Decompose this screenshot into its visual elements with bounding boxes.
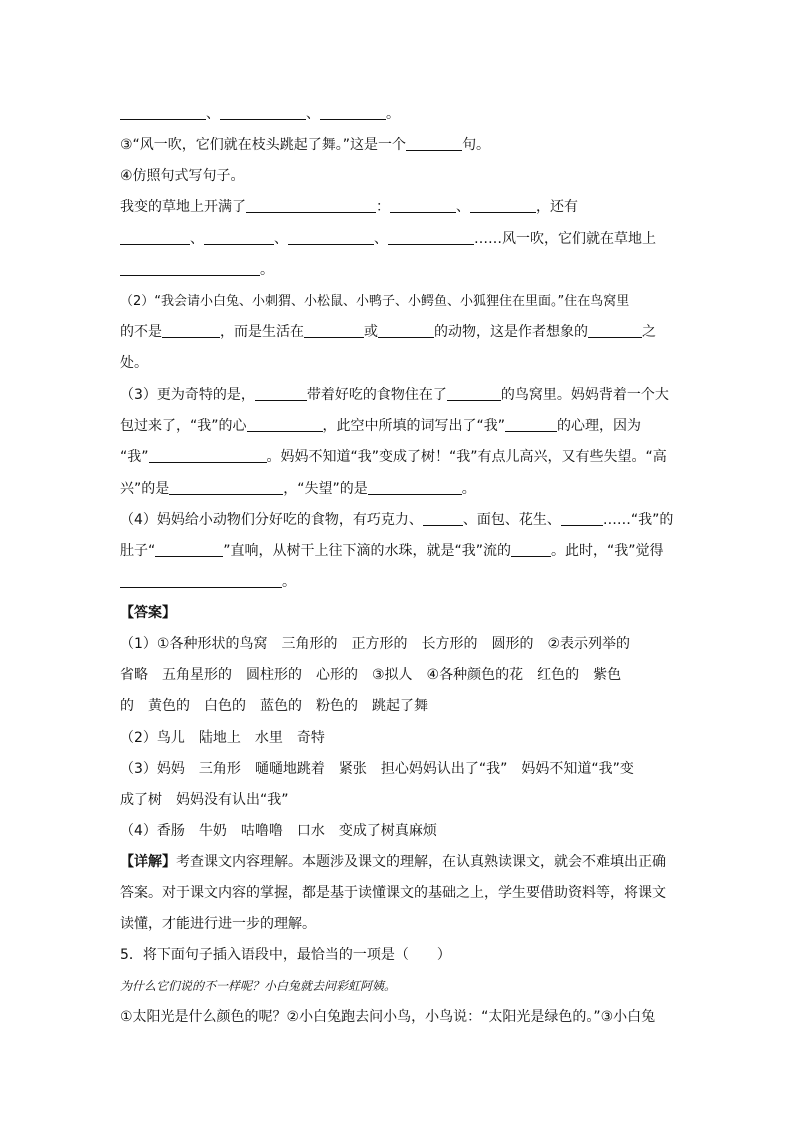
answer-blank[interactable]: [511, 542, 551, 557]
question-line: 我变的草地上开满了 ： 、 ，还有: [120, 199, 578, 215]
answer-line: （2）鸟儿 陆地上 水里 奇特: [120, 730, 325, 746]
answer-blank[interactable]: [378, 323, 434, 338]
question-line: ④仿照句式写句子。: [120, 168, 245, 184]
answer-blank[interactable]: [470, 198, 536, 213]
question-line: （2）“我会请小白兔、小刺猬、小松鼠、小鸭子、小鳄鱼、小狐狸住在里面。”住在鸟窝里: [120, 294, 630, 309]
answer-blank[interactable]: [406, 136, 462, 151]
answer-blank[interactable]: [320, 105, 386, 120]
question-line: 、 、 、 ……风一吹，它们就在草地上: [120, 229, 656, 249]
answer-line: （3）妈妈 三角形 嗵嗵地跳着 紧张 担心妈妈认出了“我” 妈妈不知道“我”变: [120, 761, 634, 777]
answer-blank[interactable]: [155, 542, 223, 557]
question-line: ③“风一吹，它们就在枝头跳起了舞。”这是一个 句。: [120, 137, 491, 153]
question-5-body: ①太阳光是什么颜色的呢？②小白兔跑去问小鸟，小鸟说：“太阳光是绿色的。”③小白兔: [120, 1009, 656, 1025]
question-line: （4）妈妈给小动物们分好吃的食物，有巧克力、 、面包、花生、 ……“我”的: [120, 512, 674, 528]
answer-blank[interactable]: [246, 198, 376, 213]
question-line: “我” 。妈妈不知道“我”变成了树！“我”有点儿高兴，又有些失望。“高: [120, 449, 667, 465]
answer-blank[interactable]: [505, 417, 557, 432]
question-5-sentence: 为什么它们说的不一样呢？小白兔就去问彩虹阿姨。: [120, 979, 397, 993]
answer-blank[interactable]: [304, 323, 364, 338]
answer-blank[interactable]: [390, 198, 456, 213]
answer-blank[interactable]: [423, 511, 463, 526]
answer-blank[interactable]: [120, 105, 206, 120]
answer-line: （4）香肠 牛奶 咕噜噜 口水 变成了树真麻烦: [120, 823, 437, 839]
answer-line: 的 黄色的 白色的 蓝色的 粉色的 跳起了舞: [120, 698, 428, 714]
answer-blank[interactable]: [220, 105, 306, 120]
question-line: 的不是 ，而是生活在 或 的动物，这是作者想象的 之: [120, 324, 656, 340]
answer-blank[interactable]: [162, 323, 220, 338]
answer-blank[interactable]: [120, 261, 260, 276]
detail-line: 【详解】考查课文内容理解。本题涉及课文的理解，在认真熟读课文，就会不难填出正确: [120, 854, 666, 870]
answer-blank[interactable]: [447, 386, 501, 401]
question-line: 肚子“ ”直响，从树干上往下滴的水珠，就是“我”流的 。此时，“我”觉得: [120, 543, 664, 559]
answer-line: （1）①各种形状的鸟窝 三角形的 正方形的 长方形的 圆形的 ②表示列举的: [120, 636, 631, 652]
question-line: （3）更为奇特的是， 带着好吃的食物住在了 的鸟窝里。妈妈背着一个大: [120, 387, 669, 403]
answer-blank[interactable]: [120, 573, 282, 588]
answer-blank[interactable]: [368, 480, 462, 495]
detail-label: 【详解】: [120, 854, 176, 870]
answer-blank[interactable]: [149, 448, 267, 463]
fill-line-1: 、 、 。: [120, 104, 400, 124]
question-line: 包过来了，“我”的心 ，此空中所填的词写出了“我” 的心理，因为: [120, 418, 642, 434]
question-line: 。: [120, 572, 296, 592]
answer-blank[interactable]: [388, 230, 474, 245]
answer-heading: 【答案】: [120, 605, 176, 621]
question-5-title: 5．将下面句子插入语段中，最恰当的一项是（ ）: [120, 947, 451, 963]
answer-blank[interactable]: [288, 230, 374, 245]
answer-line: 成了树 妈妈没有认出“我”: [120, 792, 289, 808]
answer-blank[interactable]: [255, 386, 307, 401]
answer-line: 省略 五角星形的 圆柱形的 心形的 ③拟人 ④各种颜色的花 红色的 紫色: [120, 667, 622, 683]
answer-blank[interactable]: [561, 511, 603, 526]
answer-blank[interactable]: [169, 480, 283, 495]
answer-blank[interactable]: [247, 417, 323, 432]
question-line: 。: [120, 260, 274, 280]
detail-line: 读懂，才能进行进一步的理解。: [120, 916, 316, 932]
answer-blank[interactable]: [588, 323, 642, 338]
question-line: 兴”的是 ，“失望”的是 。: [120, 481, 476, 497]
answer-blank[interactable]: [204, 230, 274, 245]
detail-line: 答案。对于课文内容的掌握，都是基于读懂课文的基础之上，学生要借助资料等，将课文: [120, 885, 666, 901]
question-line: 处。: [120, 355, 148, 371]
answer-blank[interactable]: [120, 230, 190, 245]
